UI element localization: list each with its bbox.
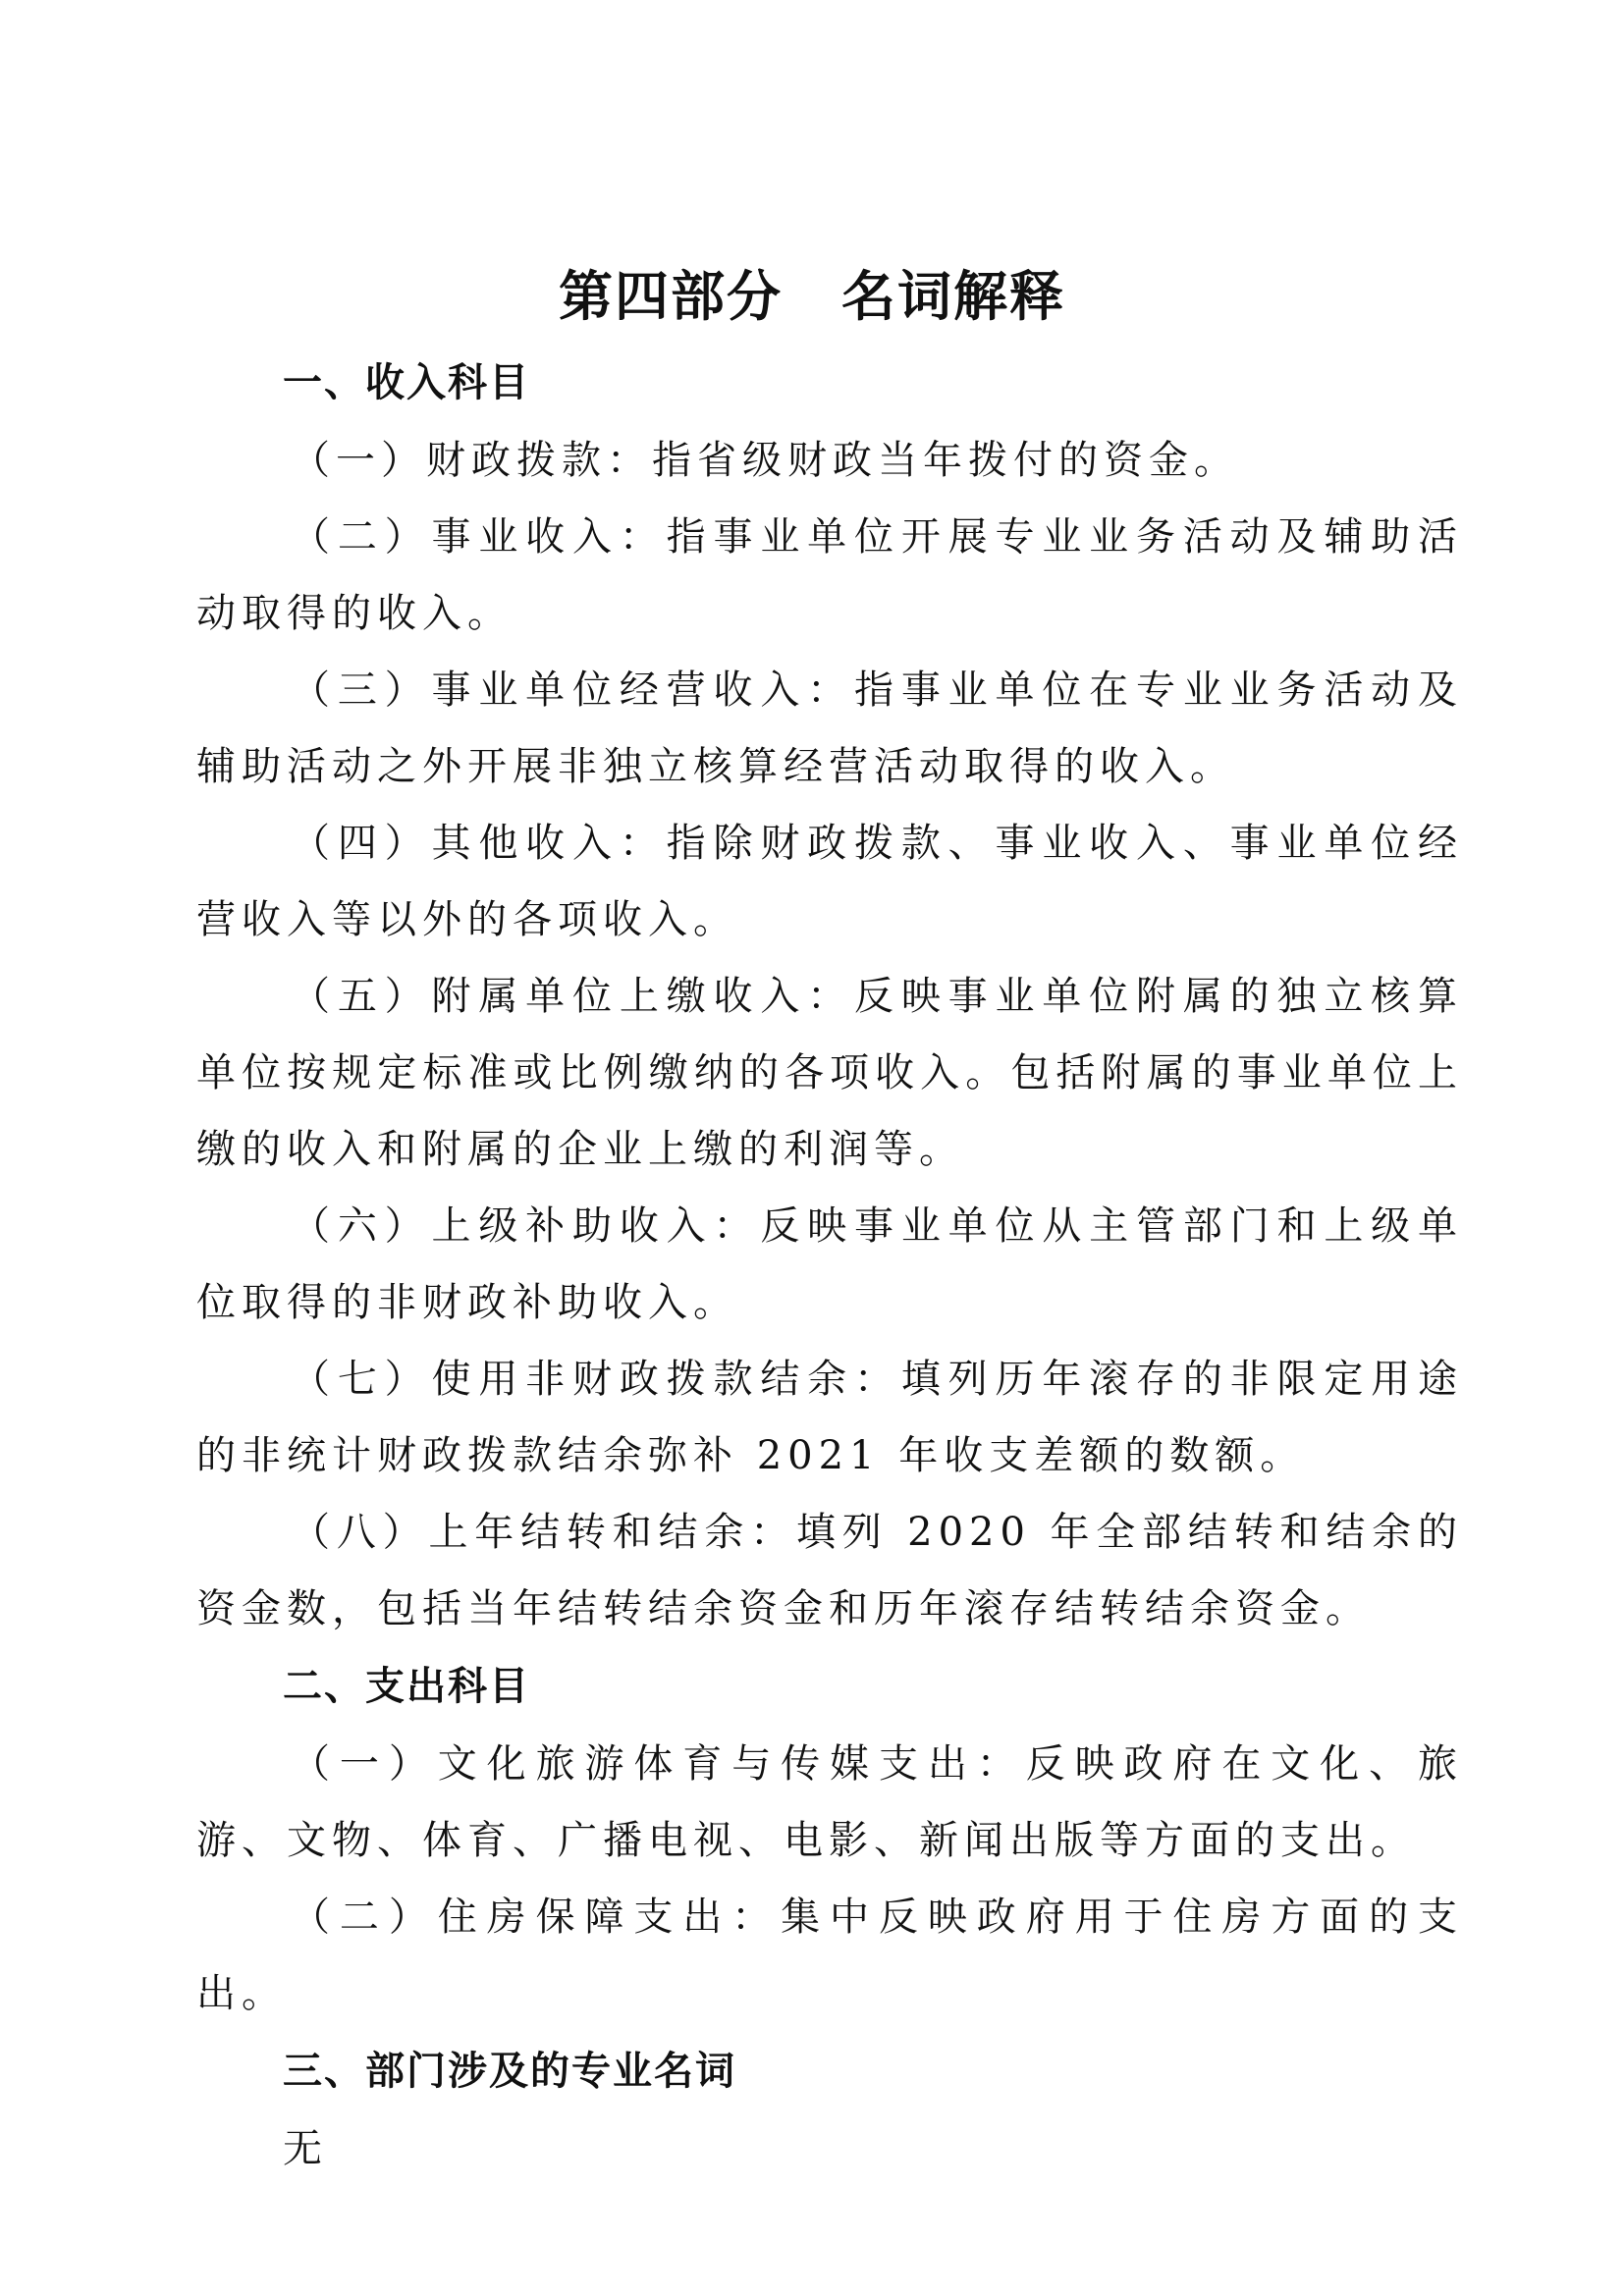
section-heading-income: 一、收入科目	[283, 360, 530, 405]
title-name: 名词解释	[841, 265, 1066, 328]
document-body	[196, 344, 1463, 2187]
income-item-4: （四）其他收入：指除财政拨款、事业收入、事业单位经营收入等以外的各项收入。	[196, 821, 1463, 942]
page-title	[0, 257, 1624, 336]
expenditure-item-2: （二）住房保障支出：集中反映政府用于住房方面的支出。	[196, 1895, 1463, 2016]
terms-item-none: 无	[283, 2126, 328, 2171]
title-part: 第四部分	[558, 265, 783, 328]
income-item-7: （七）使用非财政拨款结余：填列历年滚存的非限定用途的非统计财政拨款结余弥补 2021 年收支差额的数额。	[196, 1357, 1463, 1478]
section-heading-expenditure: 二、支出科目	[283, 1664, 530, 1709]
section-heading-terms: 三、部门涉及的专业名词	[283, 2049, 736, 2094]
expenditure-item-1: （一）文化旅游体育与传媒支出：反映政府在文化、旅游、文物、体育、广播电视、电影、新闻出版等方面的支出。	[196, 1741, 1463, 1863]
income-item-2: （二）事业收入：指事业单位开展专业业务活动及辅助活动取得的收入。	[196, 514, 1463, 636]
income-item-3: （三）事业单位经营收入：指事业单位在专业业务活动及辅助活动之外开展非独立核算经营活动取得的收入。	[196, 667, 1463, 789]
income-item-8: （八）上年结转和结余：填列 2020 年全部结转和结余的资金数，包括当年结转结余资金和历年滚存结转结余资金。	[196, 1510, 1463, 1631]
income-item-6: （六）上级补助收入：反映事业单位从主管部门和上级单位取得的非财政补助收入。	[196, 1203, 1463, 1325]
income-item-1: （一）财政拨款：指省级财政当年拨付的资金。	[291, 438, 1239, 483]
income-item-5: （五）附属单位上缴收入：反映事业单位附属的独立核算单位按规定标准或比例缴纳的各项收入。包括附属的事业单位上缴的收入和附属的企业上缴的利润等。	[196, 974, 1463, 1172]
